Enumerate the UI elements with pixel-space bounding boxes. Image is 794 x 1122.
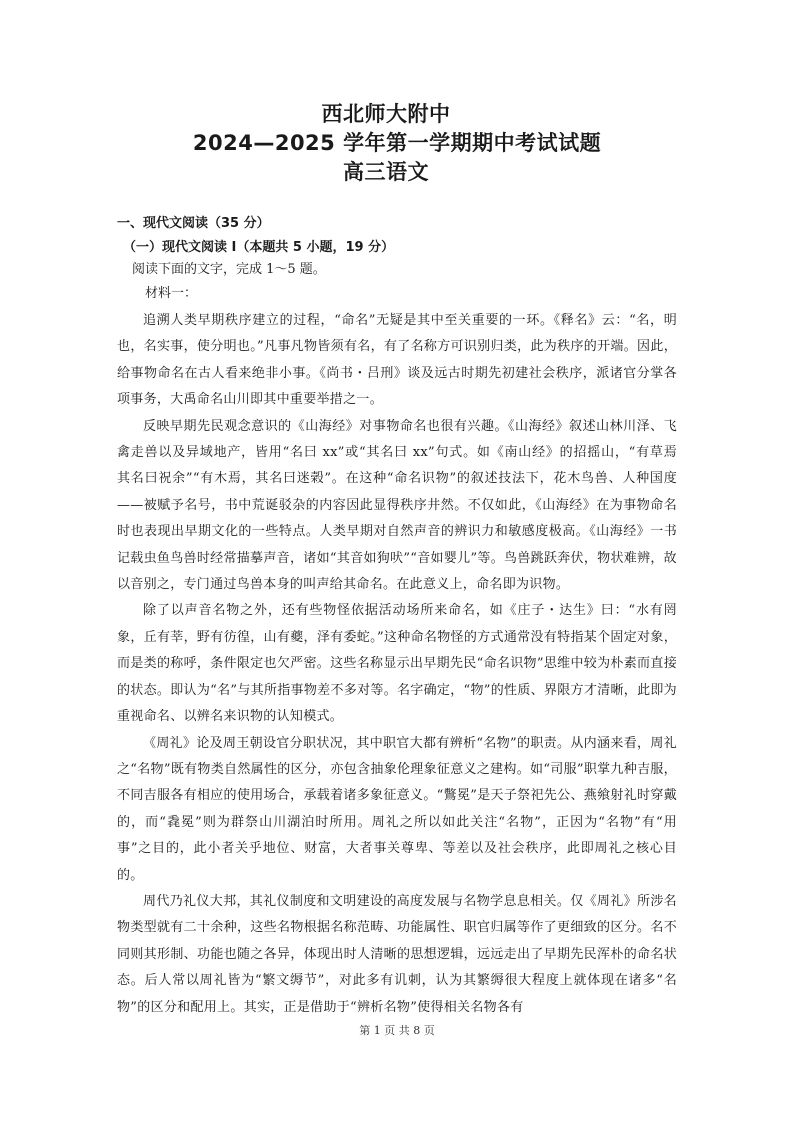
paragraph-3: 除了以声音名物之外，还有些物怪依据活动场所来命名，如《庄子・达生》曰：“水有罔象，丘有莘，野有彷徨，山有夔，泽有委蛇。”这种命名物怪的方式通常没有特指某个固定对象，而是类的称呼，条件限定也欠严密。这些名称显示出早期先民“命名识物”思维中较为朴素而直接的状态。即认为“名”与其所指事物差不多对等。名字确定，“物”的性质、界限方才清晰，此即为重视命名、以辨名来识物的认知模式。	[117, 603, 677, 725]
subject-title: 高三语文	[343, 160, 429, 184]
exam-content	[117, 214, 704, 1021]
school-name: 西北师大附中	[321, 102, 451, 126]
reading-instruction: 阅读下面的文字，完成 1～5 题。	[132, 262, 326, 277]
paragraph-4: 《周礼》论及周王朝设官分职状况，其中职官大都有辨析“名物”的职责。从内涵来看，周礼之“名物”既有物类自然属性的区分，亦包含抽象伦理象征意义之建构。如“司服”职掌九种吉服，不同吉服各有相应的使用场合，承载着诸多象征意义。“鷩冕”是天子祭祀先公、燕飨射礼时穿戴的，而“毳冕”则为群祭山川湖泊时所用。周礼之所以如此关注“名物”，正因为“名物”有“用事”之目的，此小者关乎地位、财富，大者事关尊卑、等差以及社会秩序，此即周礼之核心目的。	[117, 735, 677, 883]
title-block	[0, 100, 794, 187]
paragraph-2: 反映早期先民观念意识的《山海经》对事物命名也很有兴趣。《山海经》叙述山林川泽、飞禽走兽以及异域地产，皆用“名曰 xx”或“其名曰 xx”句式。如《南山经》的招摇山，“有草焉 其名曰祝余”“有木焉，其名曰迷榖”。在这种“命名识物”的叙述技法下，花木鸟兽、人种国度——被赋予名号，书中荒诞驳杂的内容因此显得秩序井然。不仅如此，《山海经》在为事物命名时也表现出早期文化的一些特点。人类早期对自然声音的辨识力和敏感度极高。《山海经》一书记载虫鱼鸟兽时经常描摹声音，诸如“其音如狗吠”“音如婴儿”等。鸟兽跳跃奔伏，物状难辨，故以音别之，专门通过鸟兽本身的叫声给其命名。在此意义上，命名即为识物。	[117, 418, 704, 593]
section-heading: 一、现代文阅读（35 分）	[117, 216, 270, 231]
exam-title: 2024—2025 学年第一学期期中考试试题	[192, 131, 602, 155]
paragraph-5: 周代乃礼仪大邦，其礼仪制度和文明建设的高度发展与名物学息息相关。仅《周礼》所涉名物类型就有二十余种，这些名物根据名称范畴、功能属性、职官归属等作了更细致的区分。名不同则其形制、功能也随之各异，体现出时人清晰的思想逻辑，远远走出了早期先民浑朴的命名状态。后人常以周礼皆为“繁文缛节”，对此多有讥刺，认为其繁缛很大程度上就体现在诸多“名物”的区分和配用上。其实，正是借助于“辨析名物”使得相关名物各有	[117, 893, 677, 1015]
paragraph-1: 追溯人类早期秩序建立的过程，“命名”无疑是其中至关重要的一环。《释名》云：“名，明也，名实事，使分明也。”凡事凡物皆须有名，有了名称方可识别归类，此为秩序的开端。因此，给事物命名在古人看来绝非小事。《尚书・吕刑》谈及远古时期先初建社会秩序，派诸官分掌各项事务，大禹命名山川即其中重要举措之一。	[117, 313, 677, 408]
sub-heading: （一）现代文阅读 I（本题共 5 小题，19 分）	[123, 240, 395, 255]
material-label: 材料一：	[145, 286, 198, 301]
page-footer: 第 1 页 共 8 页	[359, 1024, 435, 1037]
